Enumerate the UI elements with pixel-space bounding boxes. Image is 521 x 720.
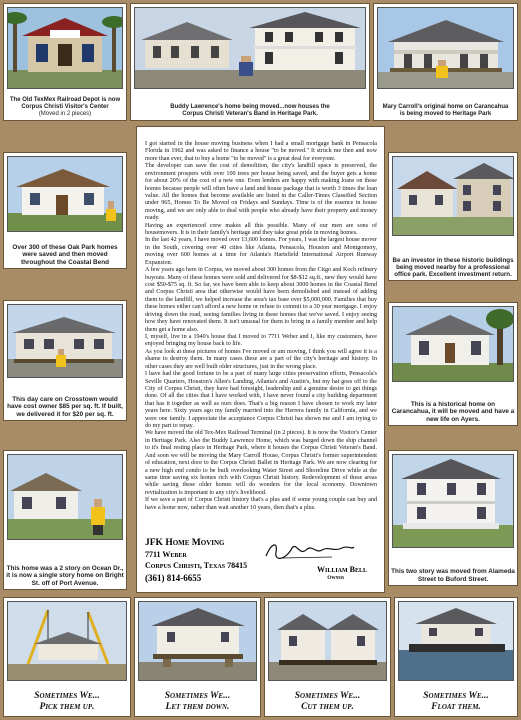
oak-park-photo: [7, 156, 123, 232]
alameda-caption: This two story was moved from Alameda Street to Buford Street.: [391, 568, 515, 583]
depot-photo: [7, 7, 123, 89]
cut-up-caption: [267, 691, 388, 713]
photo-panel-pick-up: [3, 597, 131, 717]
caption-line: The Old TexMex Railroad Depot is now: [9, 97, 121, 104]
photo-panel-oak-park: [3, 152, 127, 269]
caption-line: is being moved to Heritage Park: [399, 111, 492, 118]
carancahua-caption: This is a historical home on Carancahua, it will be moved and have a new life on Ayers.: [391, 400, 515, 423]
depot-caption: [6, 97, 124, 118]
photo-panel-float: [394, 597, 518, 717]
article-paragraph: We have moved the old Tex-Mex Railroad Terminal (in 2 pieces). It is now the Visitor's Center in Heritage Park. Also the Buddy Lawrence Home, which was barged down the ship channel to it's final resting place in Heritage Park, where it houses the Corpus Christi Veteran's Band. And soon we will be moving the Mary Carroll House, Corpus Christi's former superintendent of education, next door to the Corpus Christi Ballet in Heritage Park. We are now clearing for a new high end condo to be built overlooking Water Street and Shoreline Drive while at the same time saving six homes rich with Corpus Christi history. Redevelopment of these areas while saving these older homes will do wonders for the local economy. Downtown revitalization is important to any city's livelihood.: [145, 430, 377, 496]
caption-line: Sometimes We...: [164, 691, 231, 702]
caption-line: Let them down.: [165, 702, 230, 713]
article-paragraph: A few years ago here in Corpus, we moved about 300 homes from the Citgo and Koch refinery buyouts. Many of these homes were sold and delivered for $8-$12 sq.ft., new they would have cost $50-$75 sq. ft. So far, we have been able to keep about 3000 homes in the Coastal Bend and Corpus Christi area that otherwise would have been demolished and instead of adding them to the landfill, we helped increase the area's tax base over $5,000,000. Families that buy these homes either can't afford a new home or refuse to commit to a 30 year mortgage. I enjoy driving down the road, seeing families living in these homes that we've saved. I enjoy seeing how they have renovated them. It isn't unusual for them to bring in a family member and help them get a home also.: [145, 267, 377, 333]
caption-line: Pick them up.: [39, 702, 95, 713]
caption-line: Corpus Christi Visitor's Center: [21, 104, 109, 111]
ocean-dr-photo: [7, 454, 123, 540]
photo-panel-day-care: [3, 300, 127, 421]
photo-panel-alameda: [388, 450, 518, 586]
company-name: JFK Home Moving: [145, 538, 225, 548]
let-down-caption: [137, 691, 258, 713]
article-paragraph: I have had the good fortune to be a part of many large cities preservation efforts, Pensacola's Seville Quarters, Houston's Allen's Landing, Atlanta's and Austin's, but my hat goes off to the City of Corpus Christi, they have had foresight, leadership and a genuine desire to get things done. Of all the cities that I have worked with, I have never found a city building department that has it together as well as ours does. That's a big reason I have chosen to work my later years here. Sixty years ago my family married into the Herrera family in California, and we were one family. I appreciate the acceptance Corpus Christi has shown me and I am trying to do my part to repay.: [145, 371, 377, 430]
caption-line: Sometimes We...: [294, 691, 361, 702]
office-park-photo: [392, 156, 514, 236]
signature-block: [145, 538, 377, 584]
float-photo: [398, 601, 514, 681]
article-body: [145, 141, 377, 512]
alameda-photo: [392, 454, 514, 548]
photo-panel-carancahua: [388, 302, 518, 426]
photo-panel-let-down: [134, 597, 261, 717]
day-care-caption: This day care on Crosstown would have cost owner $85 per sq. ft. If built, we delivered it for $20 per sq. ft.: [7, 395, 123, 418]
caption-line: Float them.: [431, 702, 481, 713]
pick-up-photo: [7, 601, 127, 681]
article: [136, 126, 385, 593]
caption-sub: (Moved in 2 pieces): [38, 111, 92, 118]
article-paragraph: If we save a part of Corpus Christi history that's a plus and if some young couple can buy and have a home now, rather than wait another 10 years, then that's a plus.: [145, 497, 377, 511]
article-paragraph: I got started in the house moving business when I had a small mortgage bank in Pensacola Florida in 1962 and was asked to finance a house "to be moved." It struck me then and now more than ever, that to buy a home "to be moved" is a great deal for everyone.: [145, 141, 377, 162]
photo-panel-office-park: [388, 152, 518, 281]
company-address: 7711 Weber: [145, 550, 187, 559]
cut-up-photo: [268, 601, 387, 681]
day-care-photo: [7, 304, 123, 378]
photo-panel-cut-up: [264, 597, 391, 717]
company-city: Corpus Christi, Texas 78415: [145, 561, 248, 570]
caption-line: Mary Carroll's original home on Carancahua: [382, 104, 509, 111]
carroll-caption: [376, 104, 515, 118]
article-paragraph: The developer can save the cost of demolition, the city's landfill space is preserved, the environment prospers with over 100 trees per house being saved, and the buyer gets a home for about 20% of the cost of a new one. Even lenders are happy with making loans on these homes because people will often have a land and house package that is worth 3 times the loan value. All the homes that become available are listed in the Caller-Times Classified Section under 965, Homes To Be Moved on Fridays and Sundays. Time is of the essence in house moving, and we are only able to deal with people who already have their property and money ready.: [145, 163, 377, 222]
owner-name: William Bell: [316, 565, 367, 574]
photo-panel-carroll: [373, 3, 518, 121]
caption-line: Corpus Christi Veteran's Band in Heritage Park.: [182, 111, 318, 118]
article-paragraph: I, myself, live in a 1940's house that I moved to 7711 Weber and I, like my customers, have enjoyed bringing my house back to life.: [145, 333, 377, 348]
float-caption: [397, 691, 515, 713]
article-paragraph: As you look at these pictures of homes I've moved or am moving, I think you will agree it is a shame to destroy them. In many cases these are a part of the city's heritage and history. In other cases they are well built older structures, just in the wrong place.: [145, 348, 377, 370]
carroll-photo: [377, 7, 514, 89]
photo-panel-depot: [3, 3, 127, 121]
office-park-caption: Be an investor in these historic buildings being moved nearby for a professional office park. Excellent investment return.: [392, 256, 514, 278]
caption-line: Cut them up.: [301, 702, 354, 713]
lawrence-photo: [134, 7, 366, 89]
company-phone: (361) 814-6655: [145, 573, 202, 583]
pick-up-caption: [6, 691, 128, 713]
lawrence-caption: [133, 104, 367, 118]
caption-line: Sometimes We...: [34, 691, 100, 702]
owner-title: Owner: [327, 575, 344, 581]
caption-line: Buddy Lawrence's home being moved...now houses the: [170, 104, 330, 111]
carancahua-photo: [392, 306, 514, 382]
photo-panel-ocean-dr: [3, 450, 127, 590]
handwritten-signature: [262, 538, 357, 562]
caption-line: Sometimes We...: [423, 691, 489, 702]
let-down-photo: [138, 601, 257, 681]
ocean-dr-caption: This home was a 2 story on Ocean Dr., it is now a single story home on Bright St. off of Port Avenue.: [6, 564, 124, 587]
photo-panel-lawrence: [130, 3, 370, 121]
article-paragraph: In the last 42 years, I have moved over 13,600 homes. For years, I was the largest house mover in the South, covering over 40 cities like Atlanta, Pensacola, Houston and Montgomery, moving over 600 homes at a time for Atlanta's Hartsfield International Airport Runway Expansion.: [145, 237, 377, 266]
article-paragraph: Having an experienced crew makes all this possible. Many of our men are sons of housemovers. It is in their family's heritage and they take great pride in moving homes.: [145, 222, 377, 237]
oak-park-caption: Over 300 of these Oak Park homes were saved and then moved throughout the Coastal Bend: [12, 243, 118, 266]
